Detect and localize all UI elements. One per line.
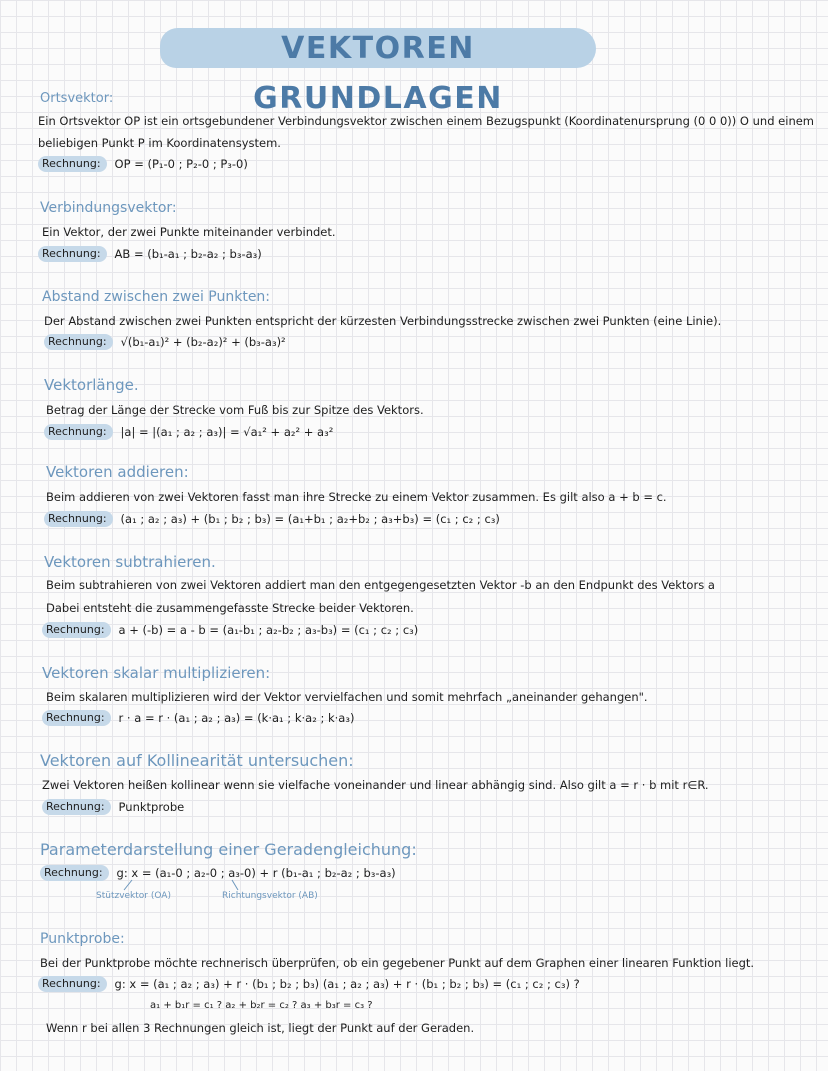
kollinearitaet-calc xyxy=(42,799,184,815)
abstand-text-1: Der Abstand zwischen zwei Punkten entspricht der kürzesten Verbindungsstrecke zwischen zwei Punkten (eine Linie). xyxy=(44,314,722,328)
rechnung-label: Rechnung: xyxy=(38,976,107,992)
subtrahieren-text-1: Beim subtrahieren von zwei Vektoren addiert man den entgegengesetzten Vektor -b an den Endpunkt des Vektors a xyxy=(46,578,715,592)
parameter-formula: g: x = (a₁-0 ; a₂-0 ; a₃-0) + r (b₁-a₁ ; b₂-a₂ ; b₃-a₃) xyxy=(116,866,396,880)
rechnung-label: Rechnung: xyxy=(38,246,107,262)
heading-subtrahieren: Vektoren subtrahieren. xyxy=(44,553,216,571)
verbindungsvektor-calc xyxy=(38,246,262,262)
rechnung-label: Rechnung: xyxy=(38,156,107,172)
heading-kollinearitaet: Vektoren auf Kollinearität untersuchen: xyxy=(40,751,354,770)
rechnung-label: Rechnung: xyxy=(44,511,113,527)
subtrahieren-formula: a + (-b) = a - b = (a₁-b₁ ; a₂-b₂ ; a₃-b₃) = (c₁ ; c₂ ; c₃) xyxy=(118,623,419,637)
punktprobe-formula: g: x = (a₁ ; a₂ ; a₃) + r · (b₁ ; b₂ ; b₃) (a₁ ; a₂ ; a₃) + r · (b₁ ; b₂ ; b₃) = (c₁ ; c₂ ; c₃) ? xyxy=(114,977,580,991)
ortsvektor-formula: OP = (P₁-0 ; P₂-0 ; P₃-0) xyxy=(114,157,248,171)
page-title: VEKTOREN GRUNDLAGEN xyxy=(253,31,503,116)
vektorlaenge-text-1: Betrag der Länge der Strecke vom Fuß bis zur Spitze des Vektors. xyxy=(46,403,424,417)
subtrahieren-calc xyxy=(42,622,418,638)
addieren-text-1: Beim addieren von zwei Vektoren fasst man ihre Strecke zu einem Vektor zusammen. Es gilt also a + b = c. xyxy=(46,490,667,504)
rechnung-label: Rechnung: xyxy=(44,424,113,440)
heading-skalar: Vektoren skalar multiplizieren: xyxy=(42,664,271,682)
addieren-calc xyxy=(44,511,500,527)
heading-vektorlaenge: Vektorlänge. xyxy=(44,376,139,394)
parameter-arrows xyxy=(118,878,278,892)
kollinearitaet-text-1: Zwei Vektoren heißen kollinear wenn sie vielfache voneinander und linear abhängig sind. Also gilt a = r · b mit r∈R. xyxy=(42,778,709,792)
heading-verbindungsvektor: Verbindungsvektor: xyxy=(40,200,177,216)
heading-punktprobe: Punktprobe: xyxy=(40,931,125,947)
verbindungsvektor-text-1: Ein Vektor, der zwei Punkte miteinander verbindet. xyxy=(42,225,336,239)
note-richtungsvektor: Richtungsvektor (AB) xyxy=(222,891,318,901)
rechnung-label: Rechnung: xyxy=(42,799,111,815)
skalar-calc xyxy=(42,710,354,726)
skalar-formula: r · a = r · (a₁ ; a₂ ; a₃) = (k·a₁ ; k·a₂ ; k·a₃) xyxy=(118,711,355,725)
ortsvektor-text-1: Ein Ortsvektor OP ist ein ortsgebundener Verbindungsvektor zwischen einem Bezugspunkt (Koordinatenursprung (0 0 0)) O und einem xyxy=(38,114,815,128)
skalar-text-1: Beim skalaren multiplizieren wird der Vektor vervielfachen und somit mehrfach „aneinander gehangen". xyxy=(46,690,648,704)
punktprobe-calc xyxy=(38,976,580,992)
abstand-formula: √(b₁-a₁)² + (b₂-a₂)² + (b₃-a₃)² xyxy=(120,335,286,349)
subtrahieren-text-2: Dabei entsteht die zusammengefasste Strecke beider Vektoren. xyxy=(46,601,414,615)
ortsvektor-text-2: beliebigen Punkt P im Koordinatensystem. xyxy=(38,136,281,150)
ortsvektor-calc xyxy=(38,156,248,172)
punktprobe-text-1: Bei der Punktprobe möchte rechnerisch überprüfen, ob ein gegebener Punkt auf dem Graphen einer linearen Funktion liegt. xyxy=(40,956,755,970)
rechnung-label: Rechnung: xyxy=(44,334,113,350)
rechnung-label: Rechnung: xyxy=(40,865,109,881)
arrow-richtungsvektor xyxy=(232,880,238,890)
abstand-calc xyxy=(44,334,286,350)
heading-abstand: Abstand zwischen zwei Punkten: xyxy=(42,289,271,305)
verbindungsvektor-formula: AB = (b₁-a₁ ; b₂-a₂ ; b₃-a₃) xyxy=(114,247,262,261)
heading-parameter: Parameterdarstellung einer Geradengleichung: xyxy=(40,840,417,859)
heading-addieren: Vektoren addieren: xyxy=(46,463,189,481)
rechnung-label: Rechnung: xyxy=(42,710,111,726)
title-banner xyxy=(160,24,596,116)
vektorlaenge-formula: |a| = |(a₁ ; a₂ ; a₃)| = √a₁² + a₂² + a₃² xyxy=(120,425,334,439)
vektorlaenge-calc xyxy=(44,424,333,440)
addieren-formula: (a₁ ; a₂ ; a₃) + (b₁ ; b₂ ; b₃) = (a₁+b₁ ; a₂+b₂ ; a₃+b₃) = (c₁ ; c₂ ; c₃) xyxy=(120,512,500,526)
punktprobe-text-2: Wenn r bei allen 3 Rechnungen gleich ist, liegt der Punkt auf der Geraden. xyxy=(46,1021,475,1035)
arrow-stuetzvektor xyxy=(124,880,132,890)
note-stuetzvektor: Stützvektor (OA) xyxy=(96,891,171,901)
heading-ortsvektor: Ortsvektor: xyxy=(40,91,114,106)
punktprobe-subline: a₁ + b₁r = c₁ ? a₂ + b₂r = c₂ ? a₃ + b₃r = c₃ ? xyxy=(150,1000,373,1011)
rechnung-label: Rechnung: xyxy=(42,622,111,638)
kollinearitaet-formula: Punktprobe xyxy=(118,800,185,814)
